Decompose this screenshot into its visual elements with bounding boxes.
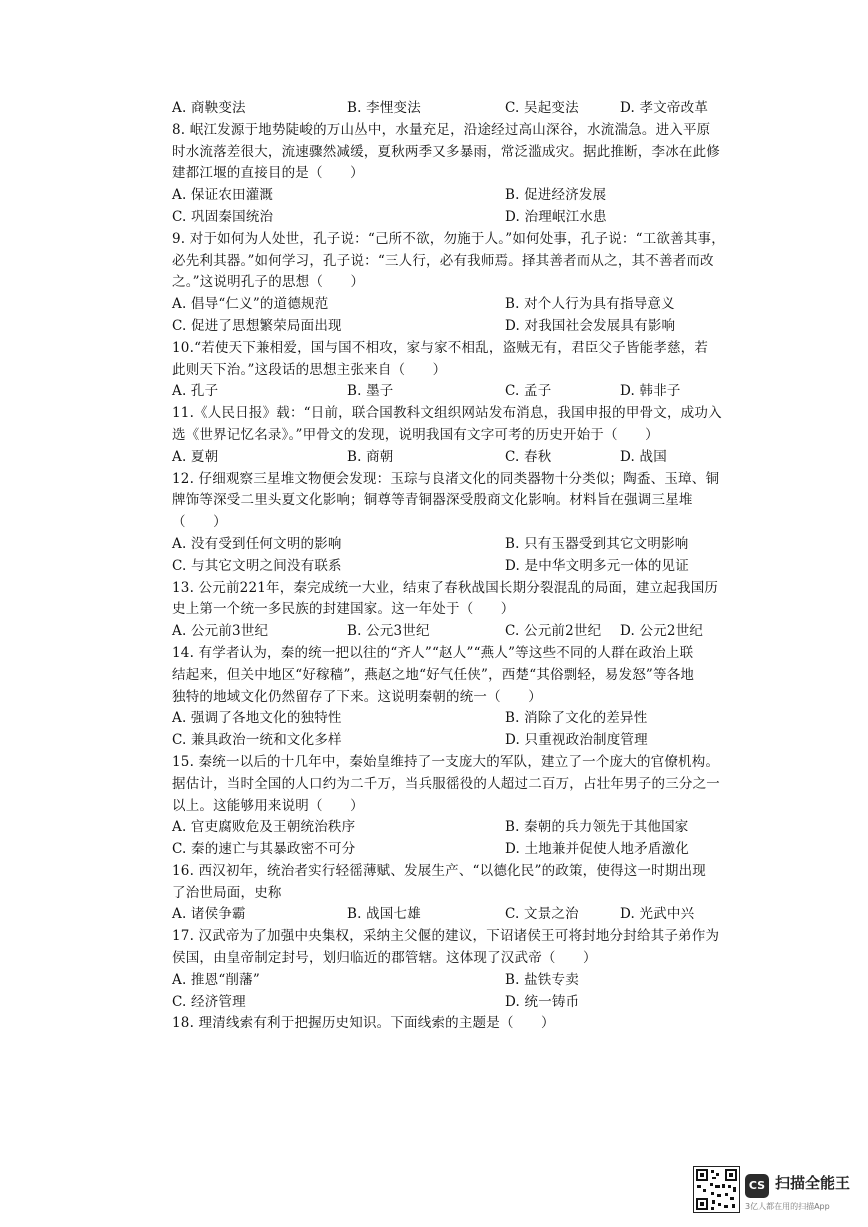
option: D. 治理岷江水患 xyxy=(505,208,607,225)
option: D. 统一铸币 xyxy=(505,993,580,1010)
question-item xyxy=(172,229,725,338)
question-text-line: 结起来，但关中地区“好稼穑”，燕赵之地“好气任侠”，西楚“其俗剽轻，易发怒”等各地 xyxy=(172,666,695,683)
question-text-line: （ ） xyxy=(172,514,227,531)
question-text-line: 独特的地域文化仍然留存了下来。这说明秦朝的统一（ ） xyxy=(172,688,542,705)
question-text-line: 此则天下治。”这段话的思想主张来自（ ） xyxy=(172,361,447,378)
options-row xyxy=(172,185,717,207)
options-row xyxy=(172,839,717,861)
question-text-line: 据估计，当时全国的人口约为二千万，当兵服徭役的人超过二百万，占壮年男子的三分之一 xyxy=(172,775,720,792)
options-row xyxy=(172,708,717,730)
option: B. 促进经济发展 xyxy=(505,187,607,204)
option: A. 孔子 xyxy=(172,383,219,400)
option: C. 孟子 xyxy=(505,383,552,400)
option: D. 光武中兴 xyxy=(620,906,695,923)
question-text-line: 12. 仔细观察三星堆文物便会发现：玉琮与良渚文化的同类器物十分类似；陶盉、玉璋、铜 xyxy=(172,470,720,487)
options-row xyxy=(172,730,717,752)
question-item xyxy=(172,752,720,861)
question-text-line: 8. 岷江发源于地势陡峻的万山丛中，水量充足，沿途经过高山深谷，水流湍急。进入平原 xyxy=(172,121,711,138)
question-item xyxy=(172,1013,717,1035)
option: D. 公元2世纪 xyxy=(620,623,704,640)
option: C. 文景之治 xyxy=(505,906,579,923)
scanner-watermark xyxy=(693,1166,853,1218)
option: D. 土地兼并促使人地矛盾激化 xyxy=(505,841,689,858)
question-item xyxy=(172,469,720,578)
question-text-line: 选《世界记忆名录》。”甲骨文的发现，说明我国有文字可考的历史开始于（ ） xyxy=(172,426,659,443)
option: C. 吴起变法 xyxy=(505,100,579,116)
question-text-line: 13. 公元前221年，秦完成统一大业，结束了春秋战国长期分裂混乱的局面，建立起我国历 xyxy=(172,579,719,596)
brand-tagline: 3亿人都在用的扫描App xyxy=(745,1202,830,1211)
option: A. 保证农田灌溉 xyxy=(172,187,274,204)
option: A. 诸侯争霸 xyxy=(172,906,246,923)
options-row xyxy=(172,534,717,556)
question-text-line: 17. 汉武帝为了加强中央集权，采纳主父偃的建议，下诏诸侯王可将封地分封给其子弟作为 xyxy=(172,928,720,945)
question-text-line: 11.《人民日报》载：“日前，联合国教科文组织网站发布消息，我国申报的甲骨文，成功入 xyxy=(172,405,722,422)
option: C. 巩固秦国统治 xyxy=(172,208,274,225)
question-text-line: 必先利其器。”如何学习，孔子说：“三人行，必有我师焉。择其善者而从之，其不善者而改 xyxy=(172,252,714,269)
question-text-line: 史上第一个统一多民族的封建国家。这一年处于（ ） xyxy=(172,601,515,618)
options-row xyxy=(172,992,717,1014)
question-text-line: 18. 理清线索有利于把握历史知识。下面线索的主题是（ ） xyxy=(172,1015,555,1032)
camscanner-logo-icon: CS xyxy=(745,1174,769,1198)
option: C. 经济管理 xyxy=(172,993,246,1010)
question-text-line: 建都江堰的直接目的是（ ） xyxy=(172,165,364,182)
option: B. 消除了文化的差异性 xyxy=(505,710,648,727)
option: C. 兼具政治一统和文化多样 xyxy=(172,732,342,749)
options-row xyxy=(172,904,717,926)
question-text-line: 以上。这能够用来说明（ ） xyxy=(172,797,364,814)
option: D. 韩非子 xyxy=(620,383,681,400)
option: A. 官吏腐败危及王朝统治秩序 xyxy=(172,819,356,836)
option: B. 对个人行为具有指导意义 xyxy=(505,296,675,313)
option: B. 秦朝的兵力领先于其他国家 xyxy=(505,819,689,836)
option: D. 是中华文明多元一体的见证 xyxy=(505,557,689,574)
question-text-line: 15. 秦统一以后的十几年中，秦始皇维持了一支庞大的军队，建立了一个庞大的官僚机构。 xyxy=(172,753,720,770)
question-text-line: 了治世局面，史称 xyxy=(172,884,282,901)
option: A. 夏朝 xyxy=(172,448,219,465)
option: C. 促进了思想繁荣局面出现 xyxy=(172,317,342,334)
question-text-line: 14. 有学者认为，秦的统一把以往的“齐人”“赵人”“燕人”等这些不同的人群在政治上联 xyxy=(172,644,694,661)
question-text-line: 16. 西汉初年，统治者实行轻徭薄赋、发展生产、“以德化民”的政策，使得这一时期出现 xyxy=(172,862,706,879)
options-row xyxy=(172,207,717,229)
option: D. 只重视政治制度管理 xyxy=(505,732,648,749)
options-row xyxy=(172,970,717,992)
options-row xyxy=(172,381,717,403)
option: C. 春秋 xyxy=(505,448,552,465)
option: C. 公元前2世纪 xyxy=(505,623,602,640)
question-item xyxy=(172,338,717,403)
option: C. 秦的速亡与其暴政密不可分 xyxy=(172,841,356,858)
question-item xyxy=(172,926,720,1013)
question-list xyxy=(172,120,725,1035)
options-row xyxy=(172,316,717,338)
question-item xyxy=(172,120,720,229)
option: C. 与其它文明之间没有联系 xyxy=(172,557,342,574)
question-text-line: 之。”这说明孔子的思想（ ） xyxy=(172,274,365,291)
option: A. 倡导“仁义”的道德规范 xyxy=(172,296,329,313)
option: D. 对我国社会发展具有影响 xyxy=(505,317,676,334)
options-row xyxy=(172,294,717,316)
question-text-line: 9. 对于如何为人处世，孔子说：“己所不欲，勿施于人。”如何处事，孔子说：“工欲善其事， xyxy=(172,230,725,247)
option: B. 公元3世纪 xyxy=(347,623,430,640)
options-row xyxy=(172,556,717,578)
option: A. 没有受到任何文明的影响 xyxy=(172,535,342,552)
question-item xyxy=(172,861,717,926)
option: A. 强调了各地文化的独特性 xyxy=(172,710,342,727)
options-row xyxy=(172,98,717,120)
brand-name: 扫描全能王 xyxy=(775,1174,851,1192)
option: A. 商鞅变法 xyxy=(172,100,246,116)
question-text-line: 10.“若使天下兼相爱，国与国不相攻，家与家不相乱，盗贼无有，君臣父子皆能孝慈，若 xyxy=(172,339,709,356)
question-item xyxy=(172,578,717,643)
options-row xyxy=(172,817,717,839)
question-item xyxy=(172,643,717,752)
option: D. 孝文帝改革 xyxy=(620,100,709,116)
question-text-line: 牌饰等深受二里头夏文化影响；铜尊等青铜器深受殷商文化影响。材料旨在强调三星堆 xyxy=(172,492,693,509)
option: B. 盐铁专卖 xyxy=(505,971,579,988)
option: A. 公元前3世纪 xyxy=(172,623,269,640)
exam-content xyxy=(172,98,725,1035)
question-item xyxy=(172,403,722,468)
option: B. 只有玉器受到其它文明影响 xyxy=(505,535,689,552)
question-text-line: 时水流落差很大，流速骤然减缓，夏秋两季又多暴雨，常泛滥成灾。据此推断，李冰在此修 xyxy=(172,143,720,160)
options-row xyxy=(172,447,717,469)
option: B. 李悝变法 xyxy=(347,100,421,116)
option: B. 墨子 xyxy=(347,383,394,400)
option: B. 战国七雄 xyxy=(347,906,421,923)
qr-code-icon xyxy=(693,1166,740,1213)
question-text-line: 侯国，由皇帝制定封号，划归临近的郡管辖。这体现了汉武帝（ ） xyxy=(172,950,597,967)
option: A. 推恩“削藩” xyxy=(172,971,260,988)
option: B. 商朝 xyxy=(347,448,394,465)
option: D. 战国 xyxy=(620,448,667,465)
options-row xyxy=(172,621,717,643)
